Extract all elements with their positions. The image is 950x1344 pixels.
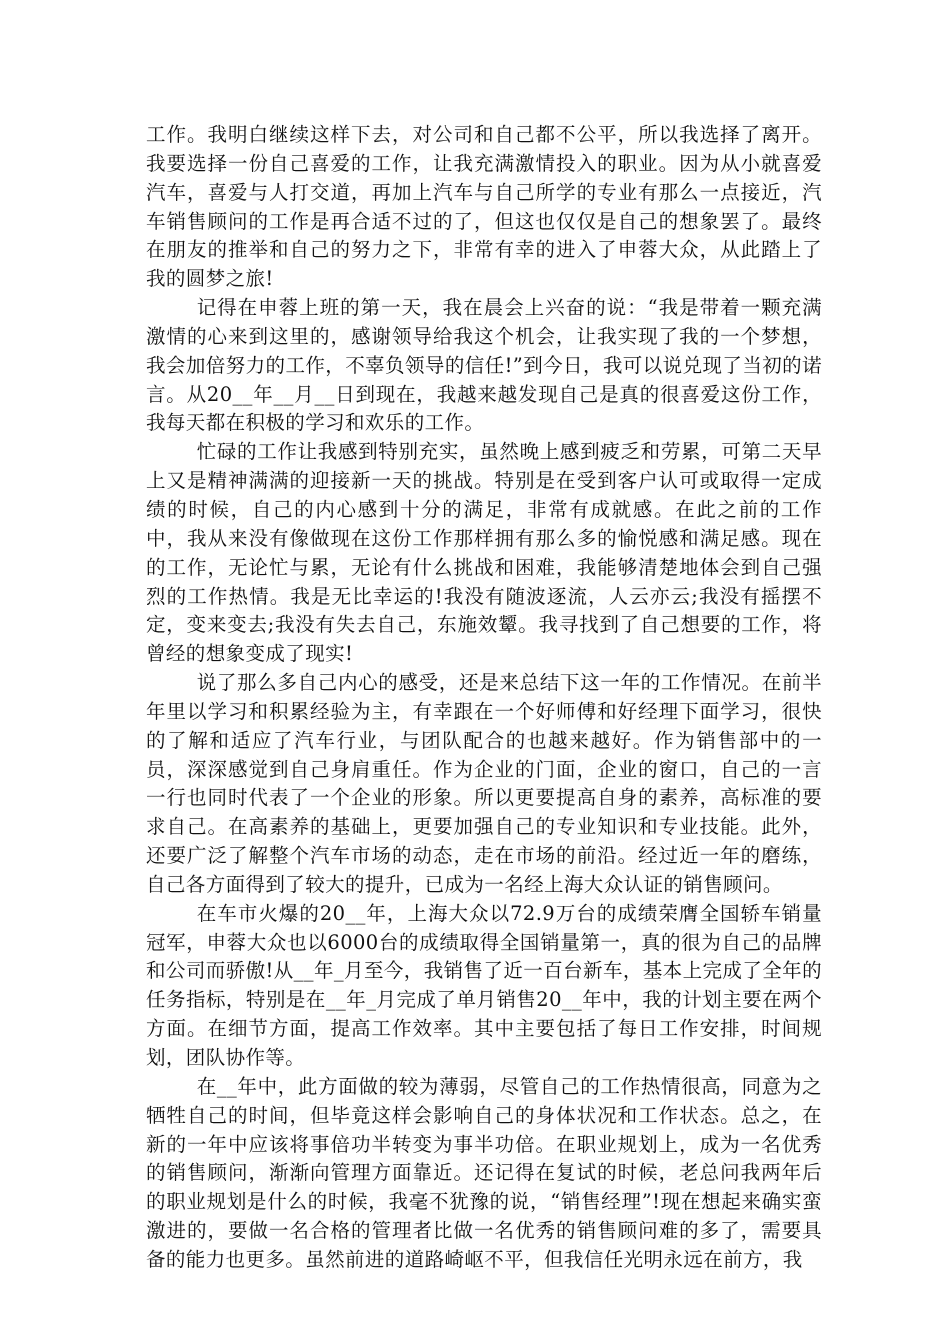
- document-body: [146, 121, 822, 1275]
- paragraph-1: 工作。我明白继续这样下去，对公司和自己都不公平，所以我选择了离开。我要选择一份自己喜爱的工作，让我充满激情投入的职业。因为从小就喜爱汽车，喜爱与人打交道，再加上汽车与自己所学的专业有那么一点接近，汽车销售顾问的工作是再合适不过的了，但这也仅仅是自己的想象罢了。最终在朋友的推举和自己的努力之下，非常有幸的进入了申蓉大众，从此踏上了我的圆梦之旅!: [146, 123, 822, 291]
- paragraph-3: 忙碌的工作让我感到特别充实，虽然晚上感到疲乏和劳累，可第二天早上又是精神满满的迎接新一天的挑战。特别是在受到客户认可或取得一定成绩的时候，自己的内心感到十分的满足，非常有成就感。在此之前的工作中，我从来没有像做现在这份工作那样拥有那么多的愉悦感和满足感。现在的工作，无论忙与累，无论有什么挑战和困难，我能够清楚地体会到自己强烈的工作热情。我是无比幸运的!我没有随波逐流，人云亦云;我没有摇摆不定，变来变去;我没有失去自己，东施效颦。我寻找到了自己想要的工作，将曾经的想象变成了现实!: [146, 440, 822, 666]
- paragraph-6: 在__年中，此方面做的较为薄弱，尽管自己的工作热情很高，同意为之牺牲自己的时间，但毕竟这样会影响自己的身体状况和工作状态。总之，在新的一年中应该将事倍功半转变为事半功倍。在职业规划上，成为一名优秀的销售顾问，渐渐向管理方面靠近。还记得在复试的时候，老总问我两年后的职业规划是什么的时候，我毫不犹豫的说，“销售经理”!现在想起来确实蛮激进的，要做一名合格的管理者比做一名优秀的销售顾问难的多了，需要具备的能力也更多。虽然前进的道路崎岖不平，但我信任光明永远在前方，我: [146, 1074, 822, 1271]
- paragraph-4: 说了那么多自己内心的感受，还是来总结下这一年的工作情况。在前半年里以学习和积累经验为主，有幸跟在一个好师傅和好经理下面学习，很快的了解和适应了汽车行业，与团队配合的也越来越好。作为销售部中的一员，深深感觉到自己身肩重任。作为企业的门面，企业的窗口，自己的一言一行也同时代表了一个企业的形象。所以更要提高自身的素养，高标准的要求自己。在高素养的基础上，更要加强自己的专业知识和专业技能。此外，还要广泛了解整个汽车市场的动态，走在市场的前沿。经过近一年的磨练，自己各方面得到了较大的提升，已成为一名经上海大众认证的销售顾问。: [146, 671, 822, 896]
- paragraph-5: 在车市火爆的20__年，上海大众以72.9万台的成绩荣膺全国轿车销量冠军，申蓉大众也以6000台的成绩取得全国销量第一，真的很为自己的品牌和公司而骄傲!从__年_月至今，我销售了近一百台新车，基本上完成了全年的任务指标，特别是在__年_月完成了单月销售20__年中，我的计划主要在两个方面。在细节方面，提高工作效率。其中主要包括了每日工作安排，时间规划，团队协作等。: [146, 901, 822, 1069]
- paragraph-2: 记得在申蓉上班的第一天，我在晨会上兴奋的说：“我是带着一颗充满激情的心来到这里的，感谢领导给我这个机会，让我实现了我的一个梦想，我会加倍努力的工作，不辜负领导的信任!”到今日，我可以说兑现了当初的诺言。从20__年__月__日到现在，我越来越发现自己是真的很喜爱这份工作，我每天都在积极的学习和欢乐的工作。: [146, 296, 822, 435]
